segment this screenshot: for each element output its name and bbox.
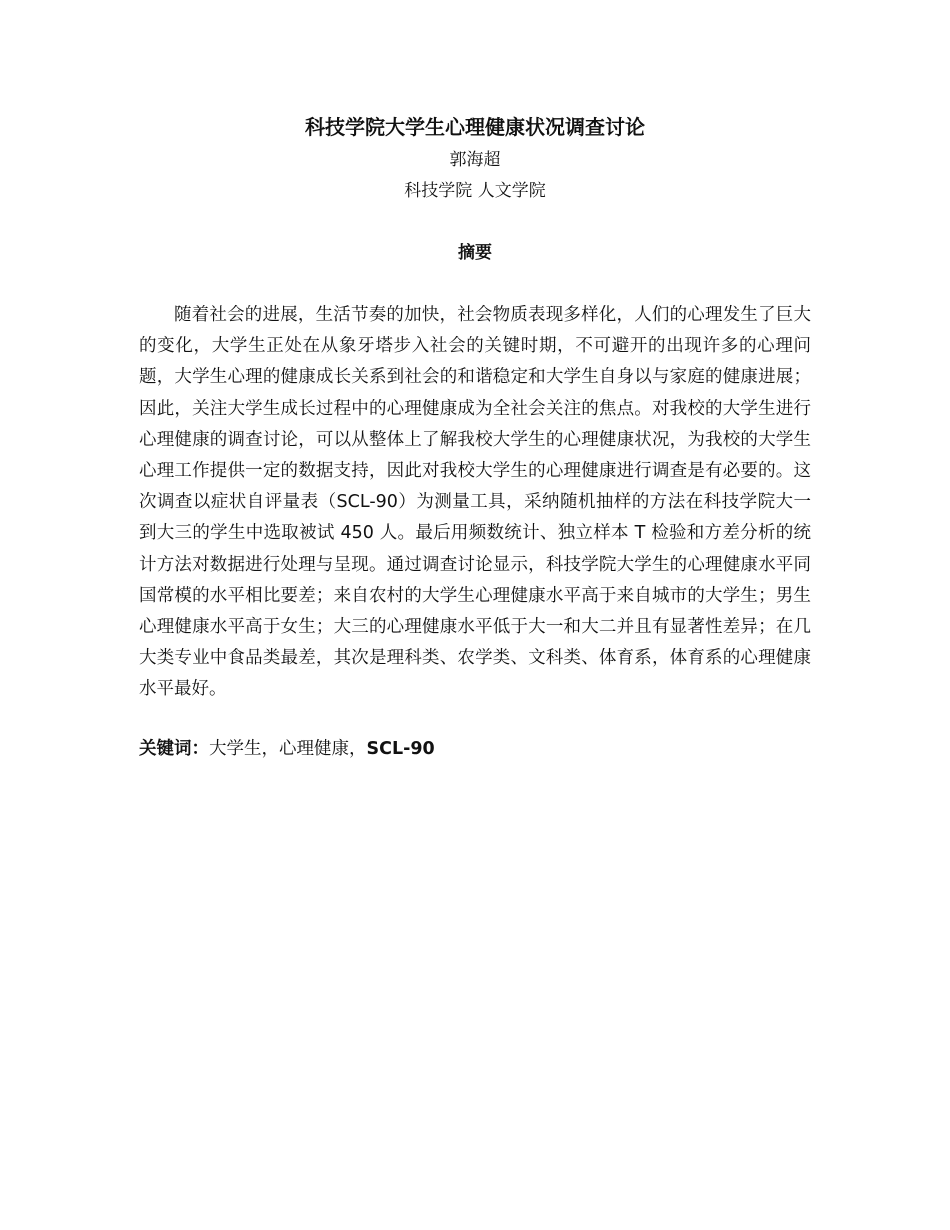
keyword-scl90: SCL-90: [366, 739, 435, 759]
author-affiliation: 科技学院 人文学院: [404, 181, 546, 201]
abstract-heading: 摘要: [458, 243, 492, 263]
abstract-body: 随着社会的进展，生活节奏的加快，社会物质表现多样化，人们的心理发生了巨大的变化，大学生正处在从象牙塔步入社会的关键时期，不可避开的出现许多的心理问题，大学生心理的健康成长关系到社会的和谐稳定和大学生自身以与家庭的健康进展；因此，关注大学生成长过程中的心理健康成为全社会关注的焦点。对我校的大学生进行心理健康的调查讨论，可以从整体上了解我校大学生的心理健康状况，为我校的大学生心理工作提供一定的数据支持，因此对我校大学生的心理健康进行调查是有必要的。这次调查以症状自评量表（SCL-90）为测量工具，采纳随机抽样的方法在科技学院大一到大三的学生中选取被试 450 人。最后用频数统计、独立样本 T 检验和方差分析的统计方法对数据进行处理与呈现。通过调查讨论显示，科技学院大学生的心理健康水平同国常模的水平相比要差；来自农村的大学生心理健康水平高于来自城市的大学生；男生心理健康水平高于女生；大三的心理健康水平低于大一和大二并且有显著性差异；在几大类专业中食品类最差，其次是理科类、农学类、文科类、体育系，体育系的心理健康水平最好。: [139, 305, 811, 700]
paper-title: 科技学院大学生心理健康状况调查讨论: [305, 115, 645, 139]
keywords-label: 关键词：: [139, 739, 209, 759]
author-name: 郭海超: [449, 150, 501, 170]
keywords-line: [139, 735, 811, 763]
keywords-list: 大学生，心理健康，: [209, 739, 367, 759]
